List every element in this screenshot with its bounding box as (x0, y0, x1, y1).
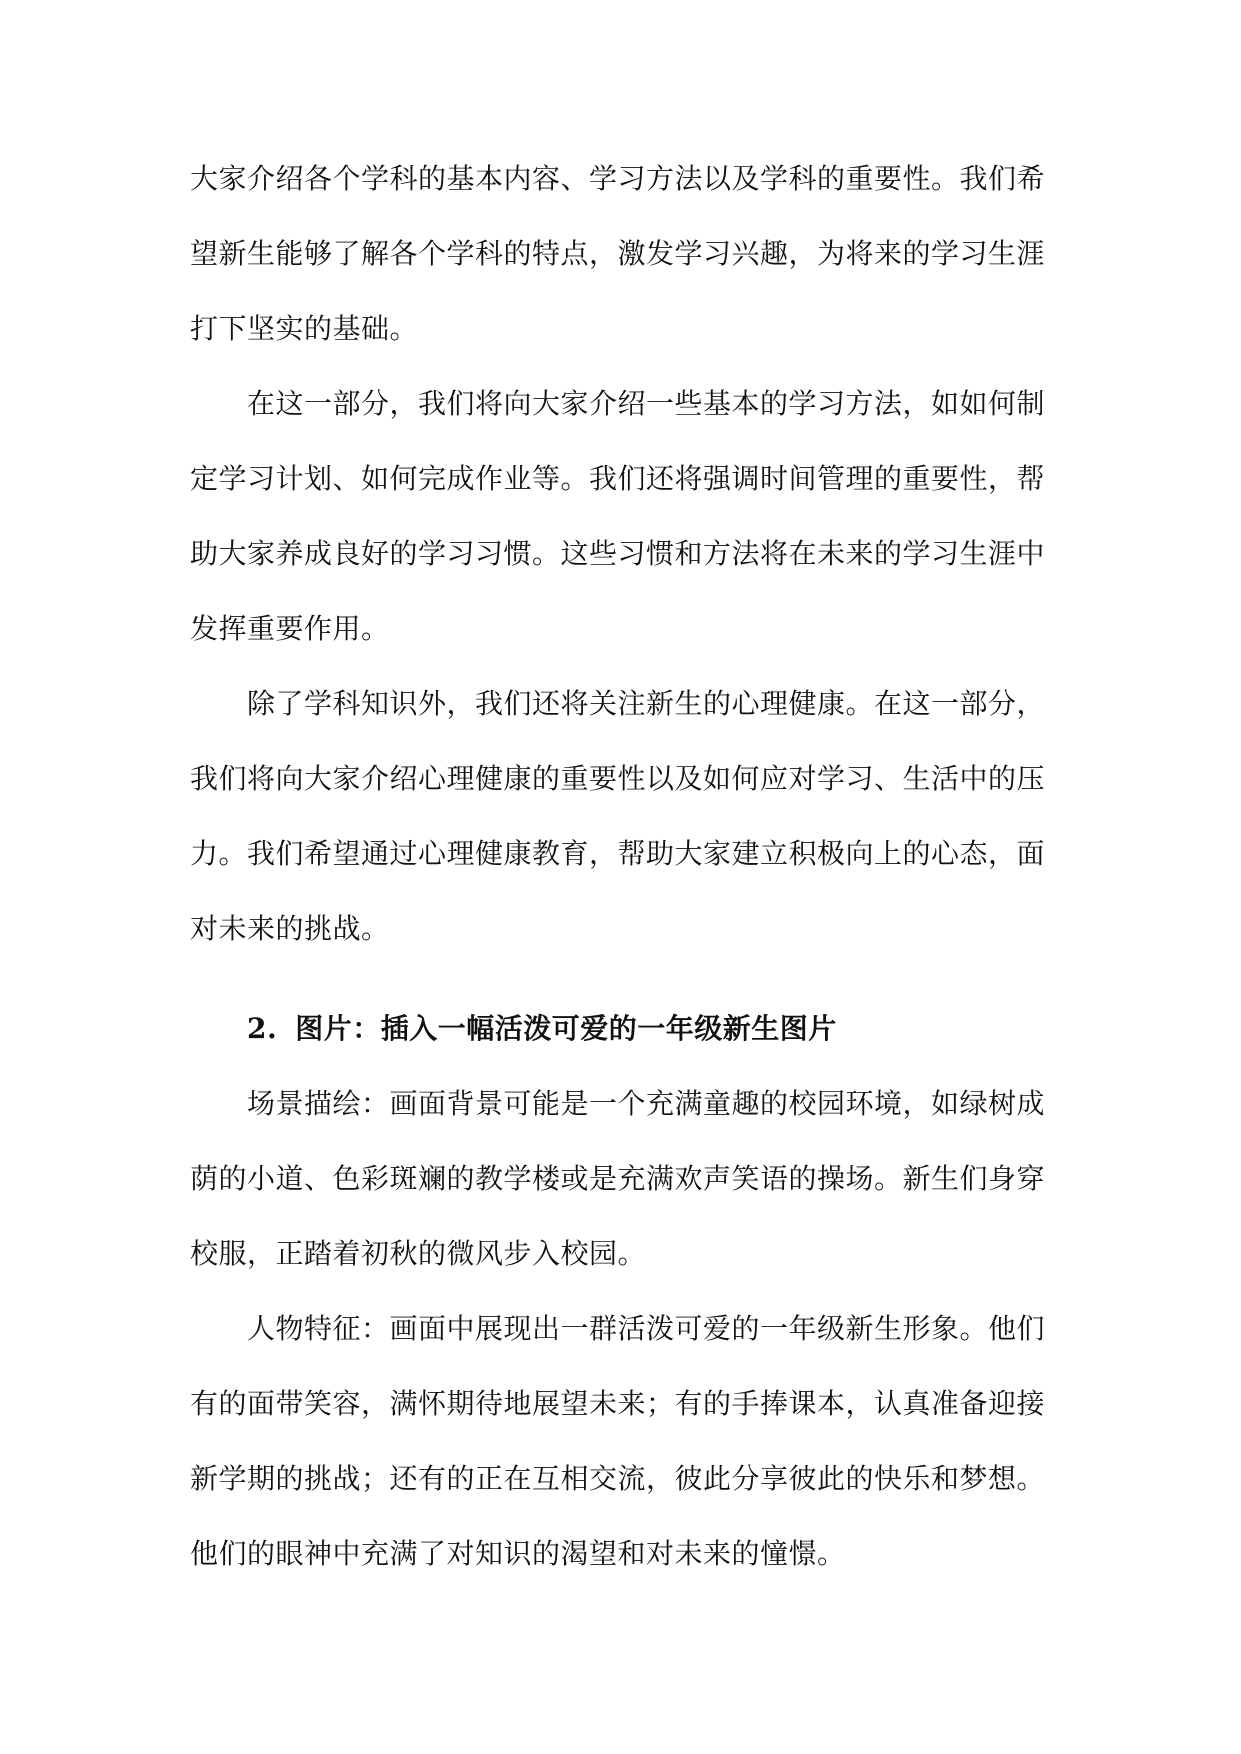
text-line: 助大家养成良好的学习习惯。这些习惯和方法将在未来的学习生涯中 (190, 537, 1046, 570)
text-line: 除了学科知识外，我们还将关注新生的心理健康。在这一部分， (247, 687, 1046, 720)
paragraph (190, 666, 1070, 966)
document-body (190, 141, 1070, 1591)
paragraph (190, 366, 1070, 666)
section-title: 图片：插入一幅活泼可爱的一年级新生图片 (295, 1012, 837, 1045)
paragraph (190, 141, 1070, 366)
text-line: 校服，正踏着初秋的微风步入校园。 (190, 1237, 647, 1270)
paragraph (190, 1291, 1070, 1591)
text-line: 定学习计划、如何完成作业等。我们还将强调时间管理的重要性，帮 (190, 462, 1046, 495)
text-line: 我们将向大家介绍心理健康的重要性以及如何应对学习、生活中的压 (190, 762, 1046, 795)
section-heading (190, 991, 1070, 1066)
text-line: 有的面带笑容，满怀期待地展望未来；有的手捧课本，认真准备迎接 (190, 1387, 1046, 1420)
section-number: 2. (247, 1012, 278, 1045)
text-line: 望新生能够了解各个学科的特点，激发学习兴趣，为将来的学习生涯 (190, 237, 1046, 270)
text-line: 力。我们希望通过心理健康教育，帮助大家建立积极向上的心态，面 (190, 837, 1046, 870)
text-line: 打下坚实的基础。 (190, 312, 419, 345)
text-line: 新学期的挑战；还有的正在互相交流，彼此分享彼此的快乐和梦想。 (190, 1462, 1046, 1495)
text-line: 他们的眼神中充满了对知识的渴望和对未来的憧憬。 (190, 1537, 846, 1570)
paragraph (190, 1066, 1070, 1291)
text-line: 发挥重要作用。 (190, 612, 390, 645)
text-line: 场景描绘：画面背景可能是一个充满童趣的校园环境，如绿树成 (247, 1087, 1046, 1120)
text-line: 人物特征：画面中展现出一群活泼可爱的一年级新生形象。他们 (247, 1312, 1046, 1345)
text-line: 大家介绍各个学科的基本内容、学习方法以及学科的重要性。我们希 (190, 162, 1046, 195)
text-line: 对未来的挑战。 (190, 912, 390, 945)
text-line: 在这一部分，我们将向大家介绍一些基本的学习方法，如如何制 (247, 387, 1046, 420)
text-line: 荫的小道、色彩斑斓的教学楼或是充满欢声笑语的操场。新生们身穿 (190, 1162, 1046, 1195)
